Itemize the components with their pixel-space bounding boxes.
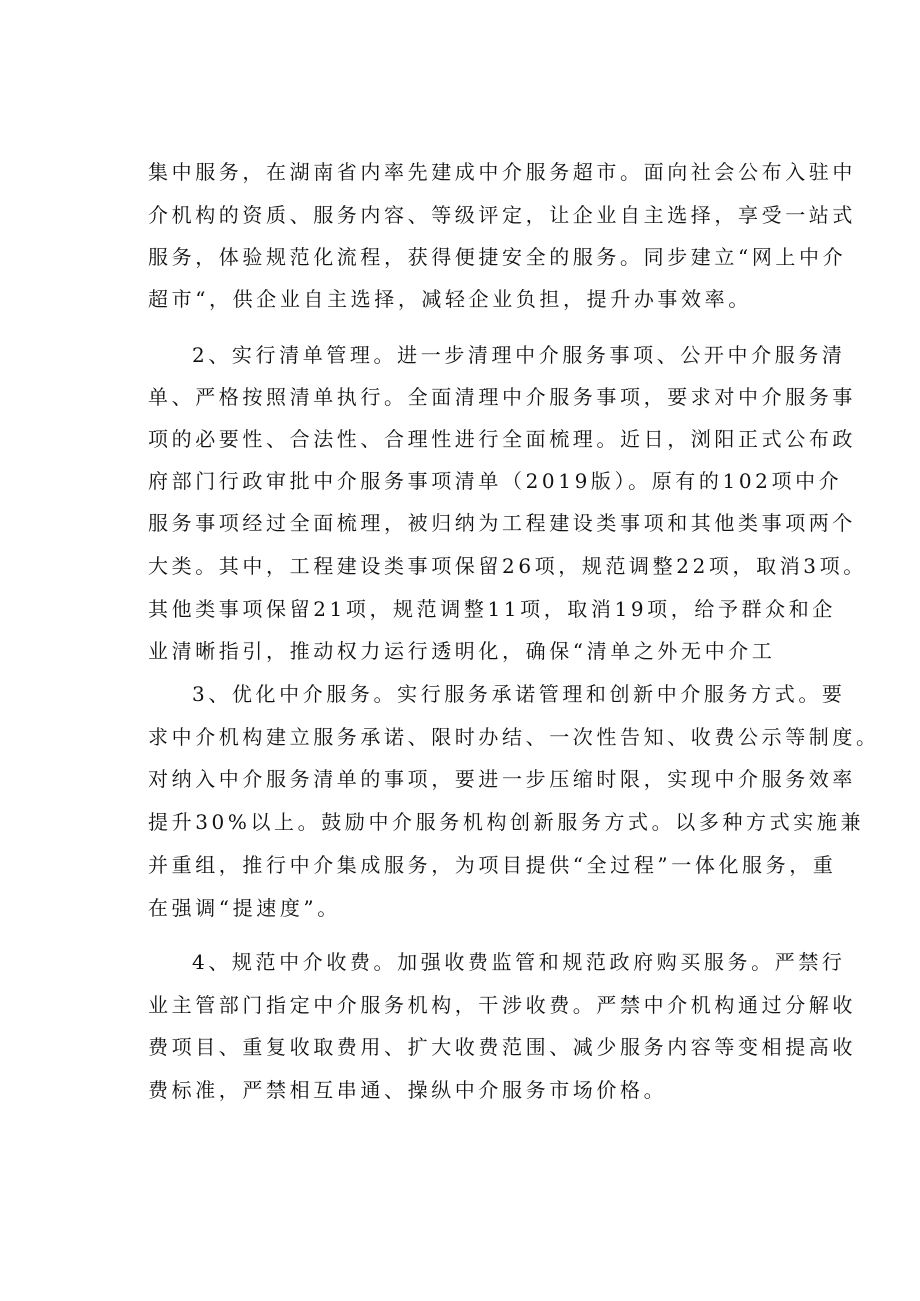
paragraph-1-line-2: 介机构的资质、服务内容、等级评定，让企业自主选择，享受一站式 (148, 203, 856, 227)
paragraph-3-line-6: 在强调“提速度”。 (148, 896, 341, 920)
paragraph-2-line-8: 业清晰指引，推动权力运行透明化，确保“清单之外无中介工 (148, 639, 776, 663)
paragraph-4-line-1: 4、规范中介收费。加强收费监管和规范政府购买服务。严禁行 (192, 950, 846, 974)
paragraph-1-line-1: 集中服务，在湖南省内率先建成中介服务超市。面向社会公布入驻中 (148, 160, 856, 184)
paragraph-2-line-1: 2、实行清单管理。进一步清理中介服务事项、公开中介服务清 (192, 343, 846, 367)
paragraph-2-line-2: 单、严格按照清单执行。全面清理中介服务事项，要求对中介服务事 (148, 385, 856, 409)
paragraph-3-line-2: 求中介机构建立服务承诺、限时办结、一次性告知、收费公示等制度。 (148, 725, 880, 749)
paragraph-3-line-1: 3、优化中介服务。实行服务承诺管理和创新中介服务方式。要 (192, 682, 846, 706)
paragraph-1-line-4: 超市“，供企业自主选择，减轻企业负担，提升办事效率。 (148, 287, 752, 311)
paragraph-1-line-3: 服务，体验规范化流程，获得便捷安全的服务。同步建立“网上中介 (148, 245, 847, 269)
paragraph-2-line-4: 府部门行政审批中介服务事项清单（2019版）。原有的102项中介 (148, 469, 843, 493)
paragraph-3-line-4: 提升30%以上。鼓励中介服务机构创新服务方式。以多种方式实施兼 (148, 810, 865, 834)
paragraph-3-line-3: 对纳入中介服务清单的事项，要进一步压缩时限，实现中介服务效率 (148, 767, 856, 791)
paragraph-4-line-4: 费标准，严禁相互串通、操纵中介服务市场价格。 (148, 1078, 668, 1102)
paragraph-2-line-3: 项的必要性、合法性、合理性进行全面梳理。近日，浏阳正式公布政 (148, 427, 856, 451)
paragraph-4-line-2: 业主管部门指定中介服务机构，干涉收费。严禁中介机构通过分解收 (148, 993, 856, 1017)
paragraph-2-line-6: 大类。其中，工程建设类事项保留26项，规范调整22项，取消3项。 (148, 554, 867, 578)
paragraph-3-line-5: 并重组，推行中介集成服务，为项目提供“全过程”一体化服务，重 (148, 853, 837, 877)
paragraph-4-line-3: 费项目、重复收取费用、扩大收费范围、减少服务内容等变相提高收 (148, 1035, 856, 1059)
paragraph-2-line-5: 服务事项经过全面梳理，被归纳为工程建设类事项和其他类事项两个 (148, 511, 856, 535)
paragraph-2-line-7: 其他类事项保留21项，规范调整11项，取消19项，给予群众和企 (148, 597, 836, 621)
